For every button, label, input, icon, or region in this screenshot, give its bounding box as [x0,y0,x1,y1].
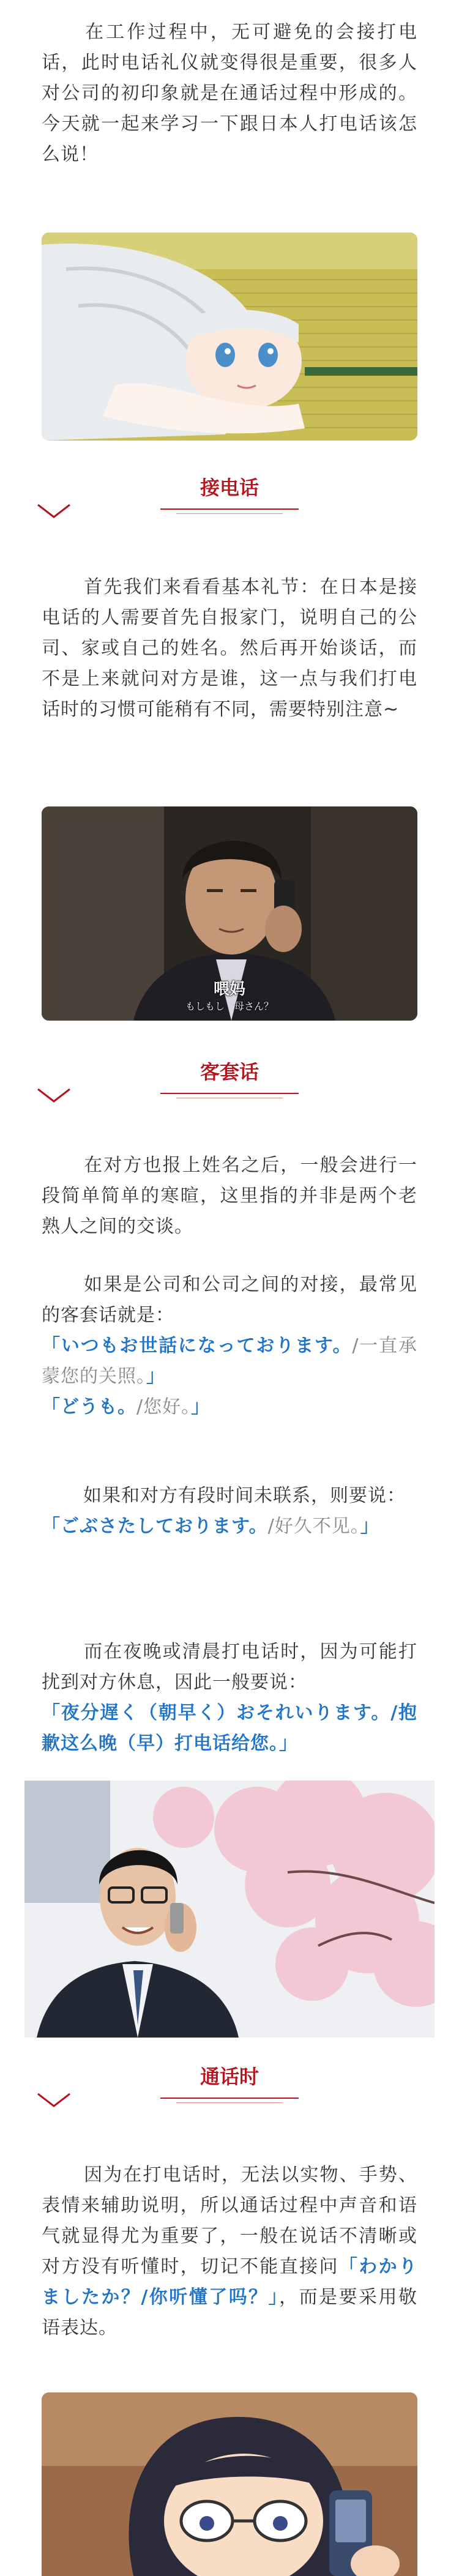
section-header-courtesy [0,1059,459,1114]
answer-paragraph: 首先我们来看看基本礼节：在日本是接电话的人需要首先自报家门，说明自己的公司、家或自己的姓名。然后再开始谈话，而不是上来就问对方是谁，这一点与我们打电话时的习惯可能稍有不同，需要特别注意~ [42,576,417,720]
chevron-down-icon [35,1085,72,1105]
call-paragraph: 因为在打电话时，无法以实物、手势、表情来辅助说明，所以通话过程中声音和语气就显得尤为重要了，一般在说话不清晰或对方没有听懂时，切记不能直接问「わかりましたか？/你听懂了吗？」，而是要采用敬语表达。 [42,2164,418,2339]
chevron-down-icon [35,501,72,521]
chevron-down-icon [35,2090,72,2110]
courtesy-paragraph-4: 而在夜晚或清晨打电话时，因为可能打扰到对方休息，因此一般要说： 「夜分遅く（朝早く）おそれいります。/抱歉这么晚（早）打电话给您。」 [42,1641,417,1754]
japanese-phrase: 「わかりましたか？/你听懂了吗？」 [42,2256,418,2308]
divider [160,2098,299,2099]
chinese-translation: /好久不见。 [267,1516,360,1537]
section-title: 客套话 [200,1060,259,1084]
japanese-phrase: 「どうも。 [42,1396,136,1418]
intro-paragraph: 在工作过程中，无可避免的会接打电话，此时电话礼仪就变得很是重要，很多人对公司的初印象就是在通话过程中形成的。今天就一起来学习一下跟日本人打电话该怎么说！ [42,21,417,165]
japanese-phrase: 「いつもお世話になっております。 [42,1335,353,1357]
courtesy-paragraph-2: 如果是公司和公司之间的对接，最常见的客套话就是： 「いつもお世話になっております。/一直承蒙您的关照。」 「どうも。/您好。」 [42,1274,417,1418]
section-title: 通话时 [200,2065,259,2088]
divider [176,513,283,514]
courtesy-paragraph-3: 如果和对方有段时间未联系，则要说： 「ごぶさたしております。/好久不见。」 [42,1485,406,1537]
chinese-translation: /您好。 [136,1396,192,1418]
section-header-answer [0,474,459,529]
japanese-phrase: 「夜分遅く（朝早く）おそれいります。 [42,1702,391,1724]
section-header-call [0,2063,459,2118]
courtesy-paragraph-1: 在对方也报上姓名之后，一般会进行一段简单简单的寒暄，这里指的并非是两个老熟人之间的交谈。 [42,1155,417,1237]
divider [176,2102,283,2103]
subtitle-caption: 喂妈 [213,980,245,999]
divider [160,1093,299,1094]
businessman-cherry-blossom-image [24,1781,435,2038]
chinese-translation: /一直承蒙您的关照。 [42,1335,417,1387]
japanese-phrase: 「ごぶさたしております。 [42,1516,268,1537]
anime-boy-phone-image [42,2392,417,2576]
subtitle-caption-japanese: もしもし 母さん？ [185,1000,274,1012]
man-on-phone-image [42,806,417,1021]
anime-girl-image [42,233,417,441]
chinese-translation: /抱歉这么晚（早）打电话给您。 [42,1702,417,1754]
section-title: 接电话 [200,476,259,499]
divider [160,508,299,510]
